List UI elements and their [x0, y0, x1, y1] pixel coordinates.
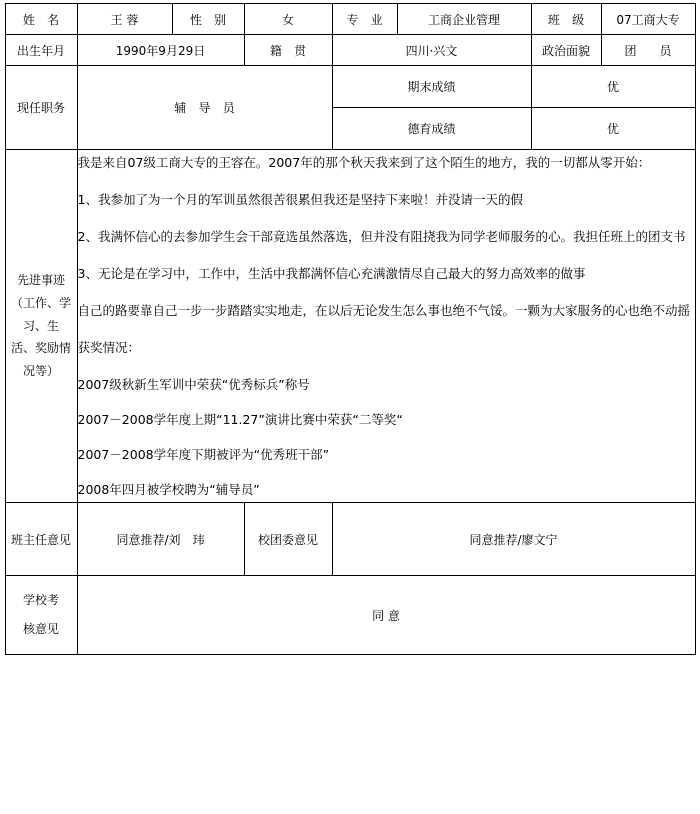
school-review-label	[5, 576, 77, 655]
political-status-value: 团 员	[601, 35, 695, 66]
class-value: 07工商大专	[601, 4, 695, 35]
deeds-paragraph: 2、我满怀信心的去参加学生会干部竟选虽然落选，但并没有阻挠我为同学老师服务的心。我担任班上的团支书	[77, 229, 686, 244]
deeds-paragraph: 2007－2008学年度下期被评为“优秀班干部”	[77, 447, 330, 462]
table-row-school-review	[5, 576, 695, 655]
deeds-paragraph: 2008年四月被学校聘为“辅导员”	[77, 482, 260, 497]
position-label: 现任职务	[5, 66, 77, 150]
deeds-label-line3: 活、奖励情况等）	[10, 341, 71, 379]
table-row-deeds	[5, 150, 695, 503]
deeds-paragraph: 获奖情况：	[77, 340, 141, 355]
deeds-paragraph: 2007级秋新生军训中荣获“优秀标兵”称号	[77, 377, 310, 392]
final-score-label: 期末成绩	[332, 66, 531, 108]
name-value: 王 蓉	[77, 4, 172, 35]
student-record-form	[5, 3, 696, 655]
origin-label: 籍 贯	[244, 35, 332, 66]
origin-value: 四川·兴文	[332, 35, 531, 66]
school-review-label-line1: 学校考	[22, 593, 59, 608]
table-row-position-and-final-score	[5, 66, 695, 108]
moral-score-label: 德育成绩	[332, 108, 531, 150]
birth-value: 1990年9月29日	[77, 35, 244, 66]
deeds-body	[77, 150, 695, 503]
deeds-label-line1: 先进事迹	[16, 273, 65, 287]
deeds-paragraph: 2007－2008学年度上期“11.27”演讲比赛中荣获“二等奖“	[77, 412, 403, 427]
political-status-label: 政治面貌	[531, 35, 601, 66]
position-value: 辅 导 员	[77, 66, 332, 150]
deeds-paragraph: 3、无论是在学习中，工作中，生活中我都满怀信心充满激情尽自己最大的努力高效率的做事	[77, 266, 586, 281]
deeds-paragraph: 1、我参加了为一个月的军训虽然很苦很累但我还是坚持下来啦！并没请一天的假	[77, 192, 523, 207]
class-label: 班 级	[531, 4, 601, 35]
gender-label: 性 别	[172, 4, 244, 35]
birth-label: 出生年月	[5, 35, 77, 66]
table-row-basic-info-1	[5, 4, 695, 35]
deeds-label-line2: （工作、学习、生	[10, 295, 71, 333]
table-row-basic-info-2	[5, 35, 695, 66]
deeds-label	[5, 150, 77, 503]
major-label: 专 业	[332, 4, 397, 35]
head-teacher-opinion-value: 同意推荐/刘 玮	[77, 503, 244, 576]
school-review-value: 同 意	[77, 576, 695, 655]
head-teacher-opinion-label: 班主任意见	[5, 503, 77, 576]
youth-league-opinion-label: 校团委意见	[244, 503, 332, 576]
deeds-paragraph: 自己的路要靠自己一步一步踏踏实实地走，在以后无论发生怎么事也绝不气馁。一颗为大家服务的心也绝不动摇	[77, 303, 691, 318]
school-review-label-line2: 核意见	[22, 622, 59, 636]
name-label: 姓 名	[5, 4, 77, 35]
moral-score-value: 优	[531, 108, 695, 150]
final-score-value: 优	[531, 66, 695, 108]
major-value: 工商企业管理	[397, 4, 531, 35]
youth-league-opinion-value: 同意推荐/廖文宁	[332, 503, 695, 576]
table-row-opinions	[5, 503, 695, 576]
deeds-paragraph: 我是来自07级工商大专的王容在。2007年的那个秋天我来到了这个陌生的地方，我的一切都从零开始：	[77, 155, 651, 170]
gender-value: 女	[244, 4, 332, 35]
